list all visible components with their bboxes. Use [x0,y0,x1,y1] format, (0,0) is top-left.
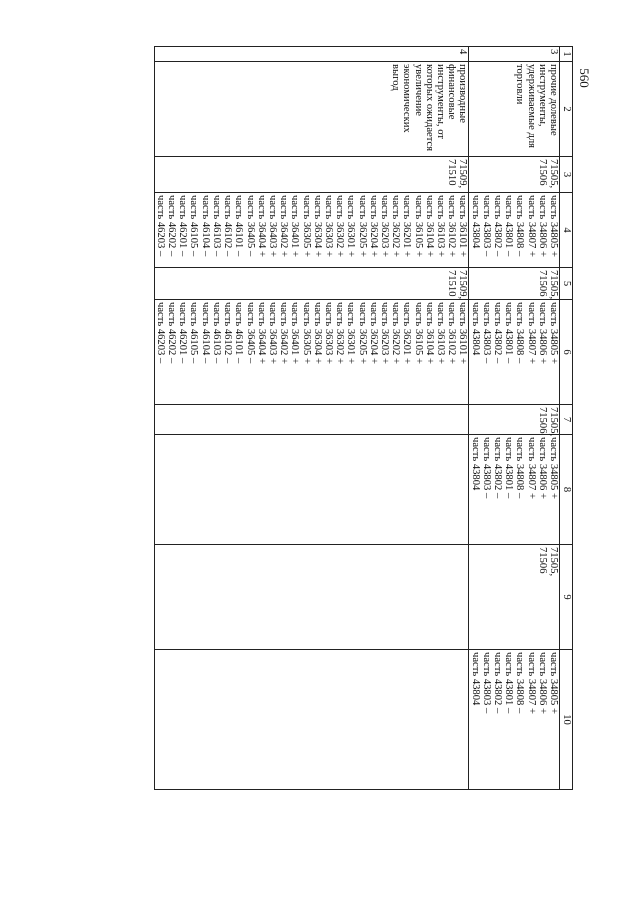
row-name-line: инструменты, [536,64,548,127]
cell-line: часть 46104 – [199,302,211,364]
row-name-line: производные [457,64,469,123]
cell-c5 [154,268,469,300]
col-header-8: 8 [560,435,573,545]
cell-c10 [469,650,560,790]
cell-line: часть 46105 – [188,302,200,364]
cell-line: часть 46105 – [188,195,200,257]
cell-c4 [154,193,469,268]
cell-c8 [469,435,560,545]
cell-line: часть 43804 [469,652,481,706]
row-name-line: торговли [514,64,526,105]
cell-line: часть 43801 – [503,437,515,499]
cell-line: часть 34805 + [548,302,559,364]
cell-line: часть 36402 + [278,195,290,257]
cell-line: часть 36403 + [266,195,278,257]
row-number: 3 [469,47,560,62]
cell-line: часть 43803 – [480,437,492,499]
cell-line: часть 34806 + [536,652,548,714]
cell-line: часть 43804 [469,195,481,249]
table-row [154,47,469,790]
cell-line: часть 36201 + [401,302,413,364]
cell-line: часть 36101 + [457,195,469,257]
cell-line: часть 36103 + [434,302,446,364]
cell-line: часть 34807 + [525,437,537,499]
col-header-9: 9 [560,545,573,650]
header-row [560,47,573,790]
cell-line: 71509, [457,159,469,189]
cell-line: часть 36203 + [378,302,390,364]
cell-line: часть 43801 – [503,195,515,257]
cell-line: часть 43804 [469,437,481,491]
cell-c4 [469,193,560,268]
cell-line: часть 34808 – [514,652,526,714]
cell-line: часть 36202 + [390,302,402,364]
cell-line: часть 34807 + [525,302,537,364]
cell-line: часть 34806 + [536,302,548,364]
cell-line: часть 36205 + [356,195,368,257]
cell-c9 [469,545,560,650]
cell-line: часть 34805 + [548,195,559,257]
cell-line: часть 36203 + [378,195,390,257]
cell-line: 71505, [548,159,559,189]
col-header-6: 6 [560,300,573,405]
cell-line: часть 46203 – [154,195,166,257]
cell-line: часть 36305 + [300,195,312,257]
cell-c9 [154,545,469,650]
col-header-3: 3 [560,157,573,193]
cell-line: 71506 [536,270,548,297]
cell-c3 [154,157,469,193]
cell-line: часть 36102 + [446,302,458,364]
cell-line: часть 36305 + [300,302,312,364]
cell-line: часть 36202 + [390,195,402,257]
row-name-line: финансовые [446,64,458,120]
cell-line: часть 46201 – [177,195,189,257]
col-header-2: 2 [560,62,573,157]
page-number: 560 [576,68,592,88]
cell-line: часть 34805 + [548,437,559,499]
cell-c10 [154,650,469,790]
cell-line: часть 46104 – [199,195,211,257]
cell-line: часть 43802 – [491,195,503,257]
cell-line: часть 36105 + [412,302,424,364]
cell-line: 71505, [548,270,559,300]
cell-line: часть 36304 + [311,195,323,257]
cell-line: часть 36204 + [367,195,379,257]
cell-c6 [469,300,560,405]
cell-line: часть 36301 + [345,302,357,364]
cell-line: часть 36404 + [255,302,267,364]
row-name-line: увеличение [412,64,424,116]
cell-line: часть 36201 + [401,195,413,257]
cell-line: 71509, [457,270,469,300]
cell-line: часть 46101 – [233,195,245,257]
cell-line: часть 34806 + [536,195,548,257]
cell-c6 [154,300,469,405]
cell-line: часть 36403 + [266,302,278,364]
rotated-table-container [75,46,573,789]
cell-line: часть 46101 – [233,302,245,364]
cell-line: часть 36404 + [255,195,267,257]
cell-line: часть 36405 – [244,195,256,257]
col-header-5: 5 [560,268,573,300]
cell-line: часть 43802 – [491,302,503,364]
cell-c5 [469,268,560,300]
data-table [154,46,573,790]
cell-c8 [154,435,469,545]
cell-line: часть 34807 + [525,652,537,714]
cell-line: часть 36401 + [289,302,301,364]
cell-line: часть 36405 – [244,302,256,364]
cell-line: часть 36104 + [423,195,435,257]
cell-line: 71505, [548,547,559,577]
cell-line: часть 43802 – [491,652,503,714]
cell-line: часть 36101 + [457,302,469,364]
cell-line: часть 36303 + [322,195,334,257]
cell-c7 [469,405,560,435]
cell-line: часть 36302 + [334,302,346,364]
cell-line: часть 34807 + [525,195,537,257]
cell-line: часть 36401 + [289,195,301,257]
cell-line: 71510 [446,159,458,186]
cell-line: часть 36304 + [311,302,323,364]
cell-line: часть 43803 – [480,302,492,364]
cell-line: часть 46202 – [166,195,178,257]
cell-line: часть 46103 – [210,302,222,364]
cell-line: часть 43802 – [491,437,503,499]
cell-line: 71506 [536,547,548,574]
row-name-cell [469,62,560,157]
table-row [469,47,560,790]
col-header-1: 1 [560,47,573,62]
row-name-cell [154,62,469,157]
cell-line: часть 34808 – [514,195,526,257]
cell-line: часть 34806 + [536,437,548,499]
cell-line: часть 36104 + [423,302,435,364]
cell-line: часть 46202 – [166,302,178,364]
row-name-line: прочие долевые [548,64,559,136]
row-number: 4 [154,47,469,62]
cell-line: часть 43801 – [503,652,515,714]
cell-line: часть 43803 – [480,652,492,714]
col-header-4: 4 [560,193,573,268]
cell-line: часть 36302 + [334,195,346,257]
cell-line: часть 46103 – [210,195,222,257]
cell-line: 71506 [536,407,548,434]
cell-line: часть 43803 – [480,195,492,257]
cell-line: часть 43804 [469,302,481,356]
cell-c3 [469,157,560,193]
cell-line: часть 46201 – [177,302,189,364]
cell-line: часть 46102 – [222,302,234,364]
cell-line: часть 36105 + [412,195,424,257]
row-name-line: инструменты, от [434,64,446,140]
col-header-10: 10 [560,650,573,790]
cell-line: часть 36402 + [278,302,290,364]
row-name-line: которых ожидается [423,64,435,152]
col-header-7: 7 [560,405,573,435]
row-name-line: удерживаемые для [525,64,537,148]
cell-line: часть 34808 – [514,302,526,364]
cell-line: 71506 [536,159,548,186]
cell-line: часть 36204 + [367,302,379,364]
cell-line: часть 36103 + [434,195,446,257]
cell-line: часть 46203 – [154,302,166,364]
cell-line: часть 36102 + [446,195,458,257]
cell-line: 71510 [446,270,458,297]
cell-line: часть 36301 + [345,195,357,257]
cell-c7 [154,405,469,435]
row-name-line: экономических [401,64,413,133]
cell-line: часть 36303 + [322,302,334,364]
cell-line: часть 36205 + [356,302,368,364]
cell-line: часть 34805 + [548,652,559,714]
cell-line: часть 34808 – [514,437,526,499]
row-name-line: выгод [390,64,402,91]
cell-line: 71505, [548,407,559,437]
cell-line: часть 46102 – [222,195,234,257]
cell-line: часть 43801 – [503,302,515,364]
